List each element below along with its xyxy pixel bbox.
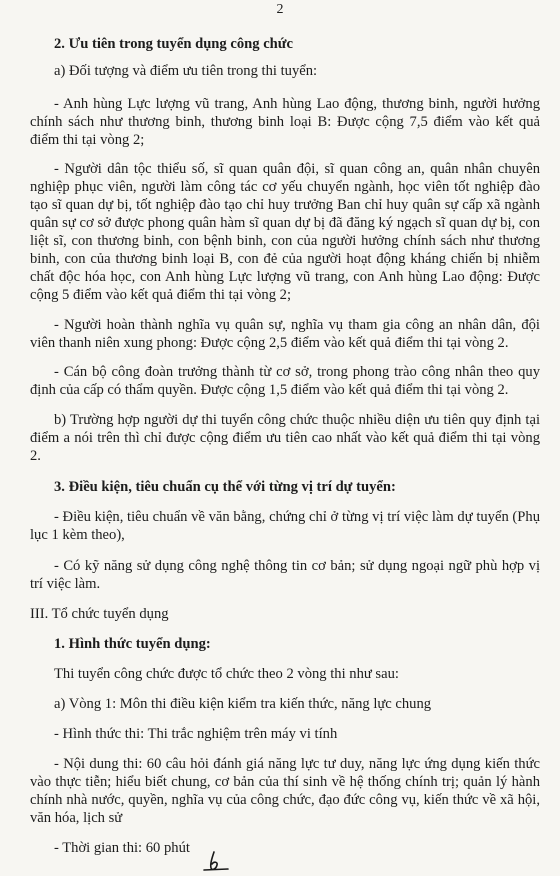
round-1-content: - Nội dung thi: 60 câu hỏi đánh giá năng lực tư duy, năng lực ứng dụng kiến thức vào thực tiễn; hiểu biết chung, cơ bản của thí sinh về hệ thống chính trị; quản lý hành chính nhà nước, quyền, nghĩa vụ của công chức, đạo đức công vụ, kiến thức về xã hội, văn hóa, lịch sử — [30, 756, 540, 826]
section-2-heading: 2. Ưu tiên trong tuyển dụng công chức — [54, 36, 294, 52]
section-2b: b) Trường hợp người dự thi tuyển công chức thuộc nhiều diện ưu tiên quy định tại điểm a nói trên thì chỉ được cộng điểm ưu tiên cao nhất vào kết quả điểm thi tại vòng 2. — [30, 412, 540, 464]
section-2a: a) Đối tượng và điểm ưu tiên trong thi tuyển: — [54, 63, 318, 79]
section-iii-heading: III. Tổ chức tuyển dụng — [30, 606, 169, 622]
section-3-heading: 3. Điều kiện, tiêu chuẩn cụ thể với từng vị trí dự tuyển: — [54, 479, 396, 495]
section-iii-intro: Thi tuyển công chức được tổ chức theo 2 vòng thi như sau: — [54, 666, 399, 682]
priority-item-1: - Anh hùng Lực lượng vũ trang, Anh hùng Lao động, thương binh, người hưởng chính sách như thương binh, thương binh loại B: Được cộng 7,5 điểm vào kết quả điểm thi tại vòng 2; — [30, 96, 540, 148]
round-1-time: - Thời gian thi: 60 phút — [54, 840, 190, 856]
section-iii-1-heading: 1. Hình thức tuyển dụng: — [54, 636, 211, 652]
round-1-form: - Hình thức thi: Thi trắc nghiệm trên máy vi tính — [54, 726, 338, 742]
priority-item-3: - Người hoàn thành nghĩa vụ quân sự, nghĩa vụ tham gia công an nhân dân, đội viên thanh niên xung phong: Được cộng 2,5 điểm vào kết quả điểm thi tại vòng 2. — [30, 317, 540, 351]
page-number: 2 — [276, 2, 284, 17]
round-1-title: a) Vòng 1: Môn thi điều kiện kiểm tra kiến thức, năng lực chung — [54, 696, 432, 712]
priority-item-2: - Người dân tộc thiểu số, sĩ quan quân đội, sĩ quan công an, quân nhân chuyên nghiệp phục viên, người làm công tác cơ yếu chuyển ngành, học viên tốt nghiệp đào tạo sĩ quan dự bị, tốt nghiệp đào tạo chỉ huy trưởng Ban chỉ huy quân sự cấp xã ngành quân sự cơ sở được phong quân hàm sĩ quan dự bị đã đăng ký ngạch sĩ quan dự bị, con liệt sĩ, con thương binh, con bệnh binh, con của người hưởng chính sách như thương binh, con của thương binh loại B, con đẻ của người hoạt động kháng chiến bị nhiễm chất độc hóa học, con Anh hùng Lực lượng vũ trang, con Anh hùng Lao động: Được cộng 5 điểm vào kết quả điểm thi tại vòng 2; — [30, 161, 540, 303]
priority-item-4: - Cán bộ công đoàn trưởng thành từ cơ sở, trong phong trào công nhân theo quy định của cấp có thẩm quyền. Được cộng 1,5 điểm vào kết quả điểm thi tại vòng 2. — [30, 364, 540, 398]
initial-signature — [202, 850, 230, 872]
condition-item-2: - Có kỹ năng sử dụng công nghệ thông tin cơ bản; sử dụng ngoại ngữ phù hợp vị trí việc làm. — [30, 558, 540, 592]
document-body — [30, 35, 540, 857]
condition-item-1: - Điều kiện, tiêu chuẩn về văn bằng, chứng chỉ ở từng vị trí việc làm dự tuyển (Phụ lục 1 kèm theo), — [30, 509, 540, 543]
